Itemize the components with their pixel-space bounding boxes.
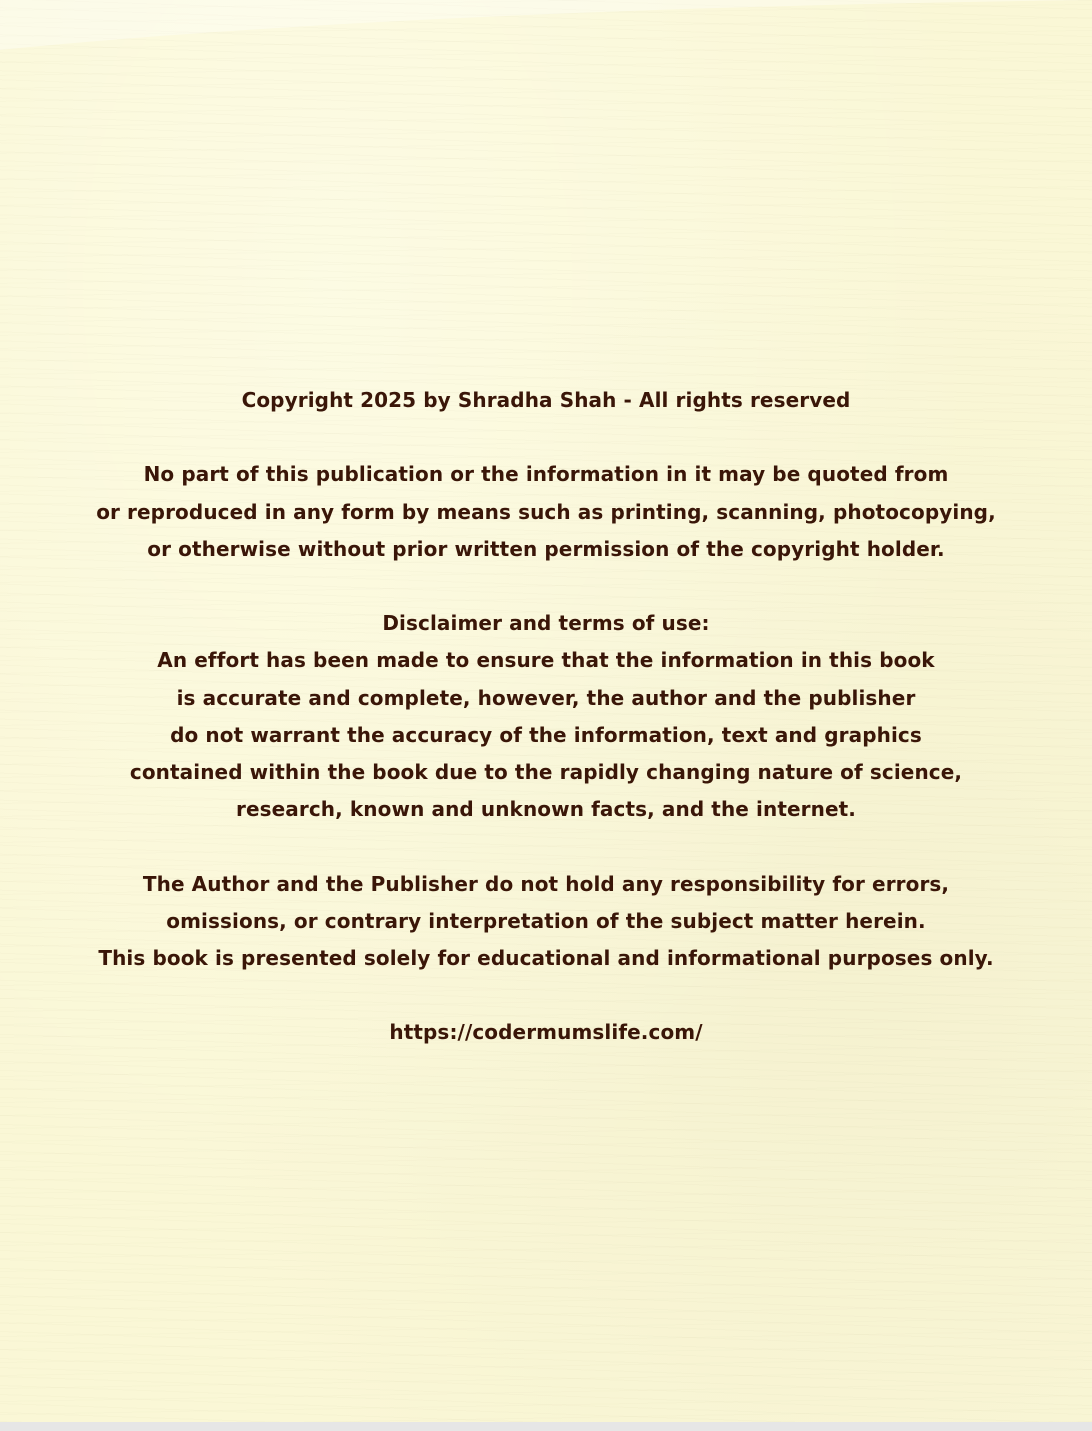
disclaimer-line: An effort has been made to ensure that the information in this book <box>157 648 935 673</box>
responsibility-line: This book is presented solely for educational and informational purposes only. <box>98 946 994 970</box>
disclaimer-line: research, known and unknown facts, and the internet. <box>236 797 856 822</box>
spacer <box>0 568 1092 605</box>
spacer <box>0 828 1092 865</box>
spacer <box>0 419 1092 456</box>
reproduction-line: or reproduced in any form by means such as printing, scanning, photocopying, <box>96 499 996 524</box>
disclaimer-line: do not warrant the accuracy of the information, text and graphics <box>170 722 922 747</box>
disclaimer-line: is accurate and complete, however, the author and the publisher <box>176 685 916 710</box>
paper-fold-shading <box>0 0 1092 60</box>
reproduction-line: No part of this publication or the information in it may be quoted from <box>143 462 949 487</box>
disclaimer-paragraph <box>0 605 1092 828</box>
copyright-notice <box>0 382 1092 419</box>
copyright-page-text <box>0 382 1092 1052</box>
website-url: https://codermumslife.com/ <box>389 1020 703 1045</box>
reproduction-paragraph <box>0 456 1092 568</box>
reproduction-line: or otherwise without prior written permission of the copyright holder. <box>147 536 945 561</box>
responsibility-paragraph <box>0 866 1092 978</box>
spacer <box>0 977 1092 1014</box>
responsibility-line: The Author and the Publisher do not hold any responsibility for errors, <box>142 871 950 896</box>
disclaimer-line: contained within the book due to the rapidly changing nature of science, <box>129 760 963 784</box>
copyright-line: Copyright 2025 by Shradha Shah - All rights reserved <box>241 388 851 412</box>
responsibility-line: omissions, or contrary interpretation of the subject matter herein. <box>166 908 926 933</box>
page-bottom-edge <box>0 1422 1092 1431</box>
website-paragraph <box>0 1014 1092 1051</box>
disclaimer-heading: Disclaimer and terms of use: <box>382 611 710 636</box>
